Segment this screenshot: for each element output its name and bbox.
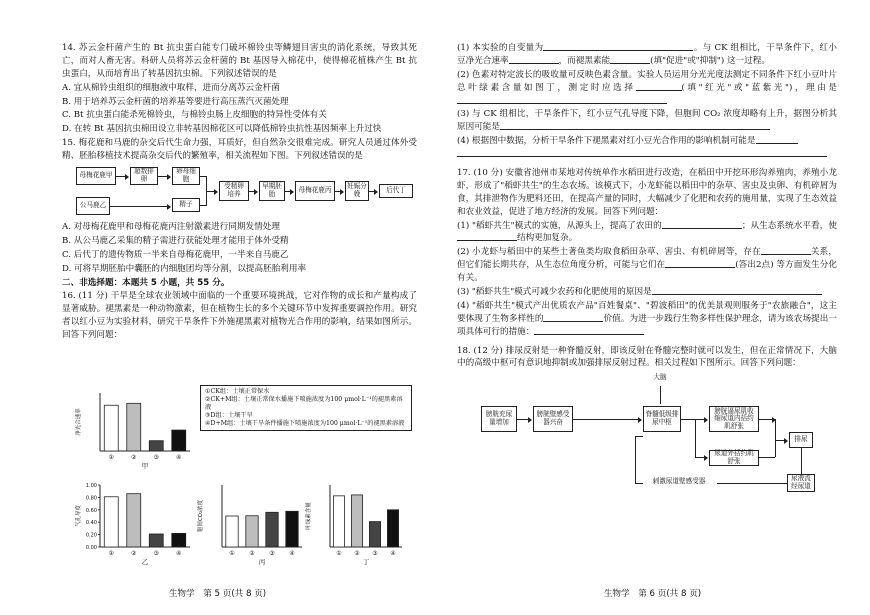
answer-blank[interactable]: [610, 55, 650, 64]
section-2-heading: 二、非选择题：本题共 5 小题，共 55 分。: [62, 277, 230, 288]
flow-connector: [660, 386, 661, 404]
x-tick-label: ④: [176, 550, 182, 557]
page-5-footer: 生物学 第 5 页(共 8 页): [168, 589, 267, 600]
flow-offspring: 后代丁: [379, 184, 413, 198]
flow-mother-deer: 母梅花鹿甲: [76, 167, 116, 185]
x-tick-label: ④: [176, 454, 182, 461]
x-tick-label: ④: [289, 550, 295, 557]
q16-part-2: (2) 色素对特定波长的吸收量可反映色素含量。实验人员运用分光光度法测定不同条件下红小豆叶片总叶绿素含量如图丁，测定时应选择 (填"红光"或"蓝紫光")，理由是: [457, 69, 837, 108]
x-tick-label: ③: [269, 550, 275, 557]
bar: [226, 516, 238, 547]
answer-blank[interactable]: [756, 135, 798, 144]
answer-blank[interactable]: [543, 313, 603, 322]
bar: [369, 522, 380, 547]
flow-arrow: [695, 457, 707, 458]
flow-arrow: [517, 419, 531, 420]
x-tick-label: ②: [131, 454, 137, 461]
q15-stem: 15. 梅花鹿和马鹿的杂交后代生命力强，耳质好，但自然杂交很难完成。研究人员通过体外受精、胚胎移植技术提高杂交后代的繁殖率，相关流程如下图。下列叙述错误的是: [62, 138, 417, 162]
flow-detrusor: 膀胱逼尿肌收缩尿道内括约肌舒张: [709, 406, 759, 432]
flow-arrow: [116, 176, 128, 177]
q16-part-3: (3) 与 CK 组相比，干旱条件下，红小豆气孔导度下降，但胞间 CO₂ 浓度却略有上升，据图分析其原因可能是: [457, 109, 837, 133]
bar: [149, 534, 163, 547]
bar: [104, 405, 118, 451]
y-tick-label: 1.00: [85, 483, 97, 489]
answer-blank[interactable]: [500, 121, 770, 130]
bar: [387, 510, 398, 547]
flow-urine-passing: 尿液流经尿道: [787, 474, 815, 492]
answer-blank[interactable]: [457, 232, 517, 241]
x-tick-label: ④: [390, 550, 396, 557]
flow-receptor: 膀胱壁感受器兴奋: [533, 406, 573, 432]
flow-early-embryo: 早期胚胎: [259, 181, 285, 201]
flow-sperm: 精子: [172, 198, 200, 212]
flow-connector: [635, 436, 636, 483]
bar: [286, 511, 298, 547]
y-axis-label: 胞间CO₂浓度: [198, 499, 204, 533]
x-tick-label: ①: [108, 454, 114, 461]
q15-flow-diagram: [62, 165, 417, 219]
x-tick-label: ①: [336, 550, 342, 557]
flow-pregnancy: 妊娠分娩: [345, 181, 369, 201]
page-6: [435, 0, 870, 615]
flow-ovulation: 超数排卵: [130, 167, 158, 185]
q15-option-b: B. 从公马鹿乙采集的精子需进行获能处理才能用于体外受精: [62, 235, 289, 246]
flow-egg: 卵母细胞: [172, 167, 200, 185]
answer-blank[interactable]: [457, 148, 827, 157]
bar: [149, 441, 163, 451]
x-tick-label: ③: [153, 454, 159, 461]
bar: [172, 430, 186, 451]
x-tick-label: ②: [354, 550, 360, 557]
q17-part-4: (4) "稻虾共生"模式产出优质农产品"百姓餐桌"、"碧波稻田"的优美景观则服务于"农旅融合"，这主要体现了生物多样性的 价值。为进一步践行生物多样性保护理念，请为该农场提出一项具体可行的措施：: [457, 300, 837, 337]
x-tick-label: ③: [153, 550, 159, 557]
bar: [266, 512, 278, 547]
bar: [172, 533, 186, 547]
bar: [351, 495, 362, 547]
flow-connector: [801, 448, 802, 476]
q16-charts: [62, 385, 417, 575]
q14-option-d: D. 在转 Bt 基因抗虫棉田设立非转基因棉花区可以降低棉铃虫抗性基因频率上升过快: [62, 124, 382, 135]
q14-stem: 14. 苏云金杆菌产生的 Bt 抗虫蛋白能专门破坏棉铃虫等鳞翅目害虫的消化系统，导致其死亡，而对人畜无害。科研人员将苏云金杆菌的 Bt 基因导入棉花中，使得棉花植株产生 Bt 抗虫蛋白，从而培育出了转基因抗虫棉。下列叙述错误的是: [62, 43, 417, 79]
flow-recipient: 母梅花鹿丙: [295, 181, 335, 201]
flow-arrow: [110, 206, 170, 207]
q14-option-c: C. Bt 抗虫蛋白能杀死棉铃虫，与棉铃虫肠上皮细胞的特异性受体有关: [62, 110, 327, 121]
q15-option-d: D. 可将早期胚胎中囊胚的内细胞团均等分割，以提高胚胎利用率: [62, 263, 307, 274]
q16-part-1: (1) 本实验的自变量为 。与 CK 组相比，干旱条件下，红小豆净光合速率 ，而褪黑素能 (填"促进"或"抑制") 这一过程。: [457, 43, 838, 66]
bar: [246, 516, 258, 547]
legend-item-ck: ①CK组：土壤正常保水: [205, 388, 270, 395]
flow-connector: [775, 419, 776, 457]
flow-urination: 排尿: [789, 432, 813, 448]
flow-arrow: [335, 191, 343, 192]
q16-stem: 16. (11 分) 干旱是全球农业领域中面临的一个重要环境挑战，它对作物的成长和产量构成了显著威胁。褪黑素是一种动物激素，但在植物生长的多个关键环节中发挥重要调控作用。研究者以红小豆为实验材料，研究干旱条件下外施褪黑素对植物光合作用的影响，结果如图所示。回答下列问题：: [62, 291, 417, 341]
q15-option-c: C. 后代丁的遗传物质一半来自母梅花鹿甲，一半来自马鹿乙: [62, 249, 289, 260]
answer-blank[interactable]: [636, 82, 682, 91]
q18-stem: 18. (12 分) 排尿反射是一种脊髓反射，即该反射在脊髓完整时就可以发生，但在正常情况下，大脑中的高级中枢可有意识地抑制或加强排尿反射过程。相关过程如下图所示。回答下列问题：: [457, 345, 837, 369]
x-tick-label: ③: [372, 550, 378, 557]
legend-item-d: ③D组：土壤干旱: [205, 412, 253, 420]
flow-bladder-fill: 膀胱充尿量增加: [481, 406, 517, 432]
flow-spinal: 脊髓低级排尿中枢: [643, 406, 681, 432]
flow-stimulus: 刺激尿道壁感受器: [652, 477, 706, 486]
x-tick-label: ②: [249, 550, 255, 557]
flow-arrow: [285, 191, 293, 192]
x-tick-label: ①: [229, 550, 235, 557]
q17-stem: 17. (10 分) 安徽省池州市某地对传统单作水稻田进行改造，在稻田中开挖环形沟养殖肉，养殖小龙虾，形成了"稻虾共生"的生态农场。该模式下，小龙虾能以稻田中的杂草、害虫及虫卵、有机碎屑为食，其排泄物作为肥料还田，在提高产量的同时，大幅减少了化肥和农药的施用量，实现了生态效益和农业效益，促进了地方经济的发展。回答下列问题：: [457, 168, 837, 217]
page-6-footer: 生物学 第 6 页(共 8 页): [603, 589, 702, 600]
bar: [333, 496, 344, 547]
bar: [127, 494, 141, 547]
answer-blank[interactable]: [761, 246, 811, 255]
answer-blank[interactable]: [665, 259, 735, 268]
right-column: [457, 42, 837, 492]
chart-label: 丙: [258, 558, 266, 566]
answer-blank[interactable]: [652, 286, 822, 295]
q16-part-4: (4) 根据图中数据，分析干旱条件下褪黑素对红小豆光合作用的影响机制可能是: [457, 135, 837, 161]
y-axis-label: 叶绿素含量: [306, 502, 312, 530]
y-tick-label: 0.00: [85, 545, 97, 551]
flow-arrow: [573, 419, 641, 420]
y-tick-label: 0.80: [85, 495, 97, 502]
chart-label: 丁: [362, 558, 370, 566]
flow-brain: 大脑: [653, 373, 667, 382]
q14-option-b: B. 用于培养苏云金杆菌的培养基等要进行高压蒸汽灭菌处理: [62, 96, 289, 107]
y-axis-label: 净光合速率: [76, 408, 82, 436]
y-tick-label: 0.60: [85, 507, 97, 514]
answer-blank[interactable]: [662, 220, 742, 229]
answer-blank[interactable]: [534, 326, 644, 335]
q17-part-2: (2) 小龙虾与稻田中的某些土著鱼类均取食稻田杂草、害虫、有机碎屑等，存在 关系，但它们能长期共存，从生态位角度分析，可能与它们在 (答出2点) 等方面发生分化有关。: [457, 247, 837, 284]
x-tick-label: ②: [131, 550, 137, 557]
chart-label: 甲: [141, 462, 149, 470]
legend-item-ckm: ②CK+M组：土壤正常保水播施下喷施浓度为100 μmol·L⁻¹的褪黑素溶液: [205, 396, 403, 412]
q14-option-a: A. 宜从棉铃虫组织的细胞液中取样，进而分离苏云金杆菌: [62, 82, 280, 93]
flow-arrow: [158, 176, 170, 177]
chart-label: 乙: [141, 558, 149, 566]
flow-arrow: [249, 191, 257, 192]
flow-arrow: [369, 191, 377, 192]
flow-father-deer: 公马鹿乙: [76, 197, 110, 215]
q17-part-3: (3) "稻虾共生"模式可减少农药和化肥使用的原因是: [457, 286, 837, 299]
q18-flow-diagram: [457, 374, 837, 492]
bar: [127, 403, 141, 451]
q17-part-1: (1) "稻虾共生"模式的实施，从源头上，提高了农田的 ；从生态系统水平看，使结构更加复杂。: [457, 220, 837, 244]
flow-arrow: [759, 419, 775, 420]
flow-external: 尿道外括约肌舒张: [709, 450, 759, 466]
answer-blank[interactable]: [457, 95, 667, 104]
flow-arrow: [775, 440, 787, 441]
y-axis-label: 气孔导度: [76, 504, 82, 528]
flow-arrow: [207, 191, 217, 192]
answer-blank[interactable]: [509, 55, 559, 64]
flow-arrow: [681, 419, 707, 420]
flow-culture: 受精卵培养: [219, 181, 249, 201]
y-tick-label: 0.20: [85, 532, 97, 539]
left-column: [62, 42, 417, 343]
y-tick-label: 0.40: [85, 520, 97, 527]
answer-blank[interactable]: [543, 42, 693, 51]
q16-legend: [200, 385, 412, 431]
q15-option-a: A. 对母梅花鹿甲和母梅花鹿丙注射激素进行同期发情处理: [62, 222, 280, 233]
bar: [104, 497, 118, 547]
x-tick-label: ①: [108, 550, 114, 557]
legend-item-dm: ④D+M组：土壤干旱条件播施下喷施浓度为100 μmol·L⁻¹的褪黑素溶液: [205, 420, 405, 428]
flow-connector: [695, 419, 696, 457]
